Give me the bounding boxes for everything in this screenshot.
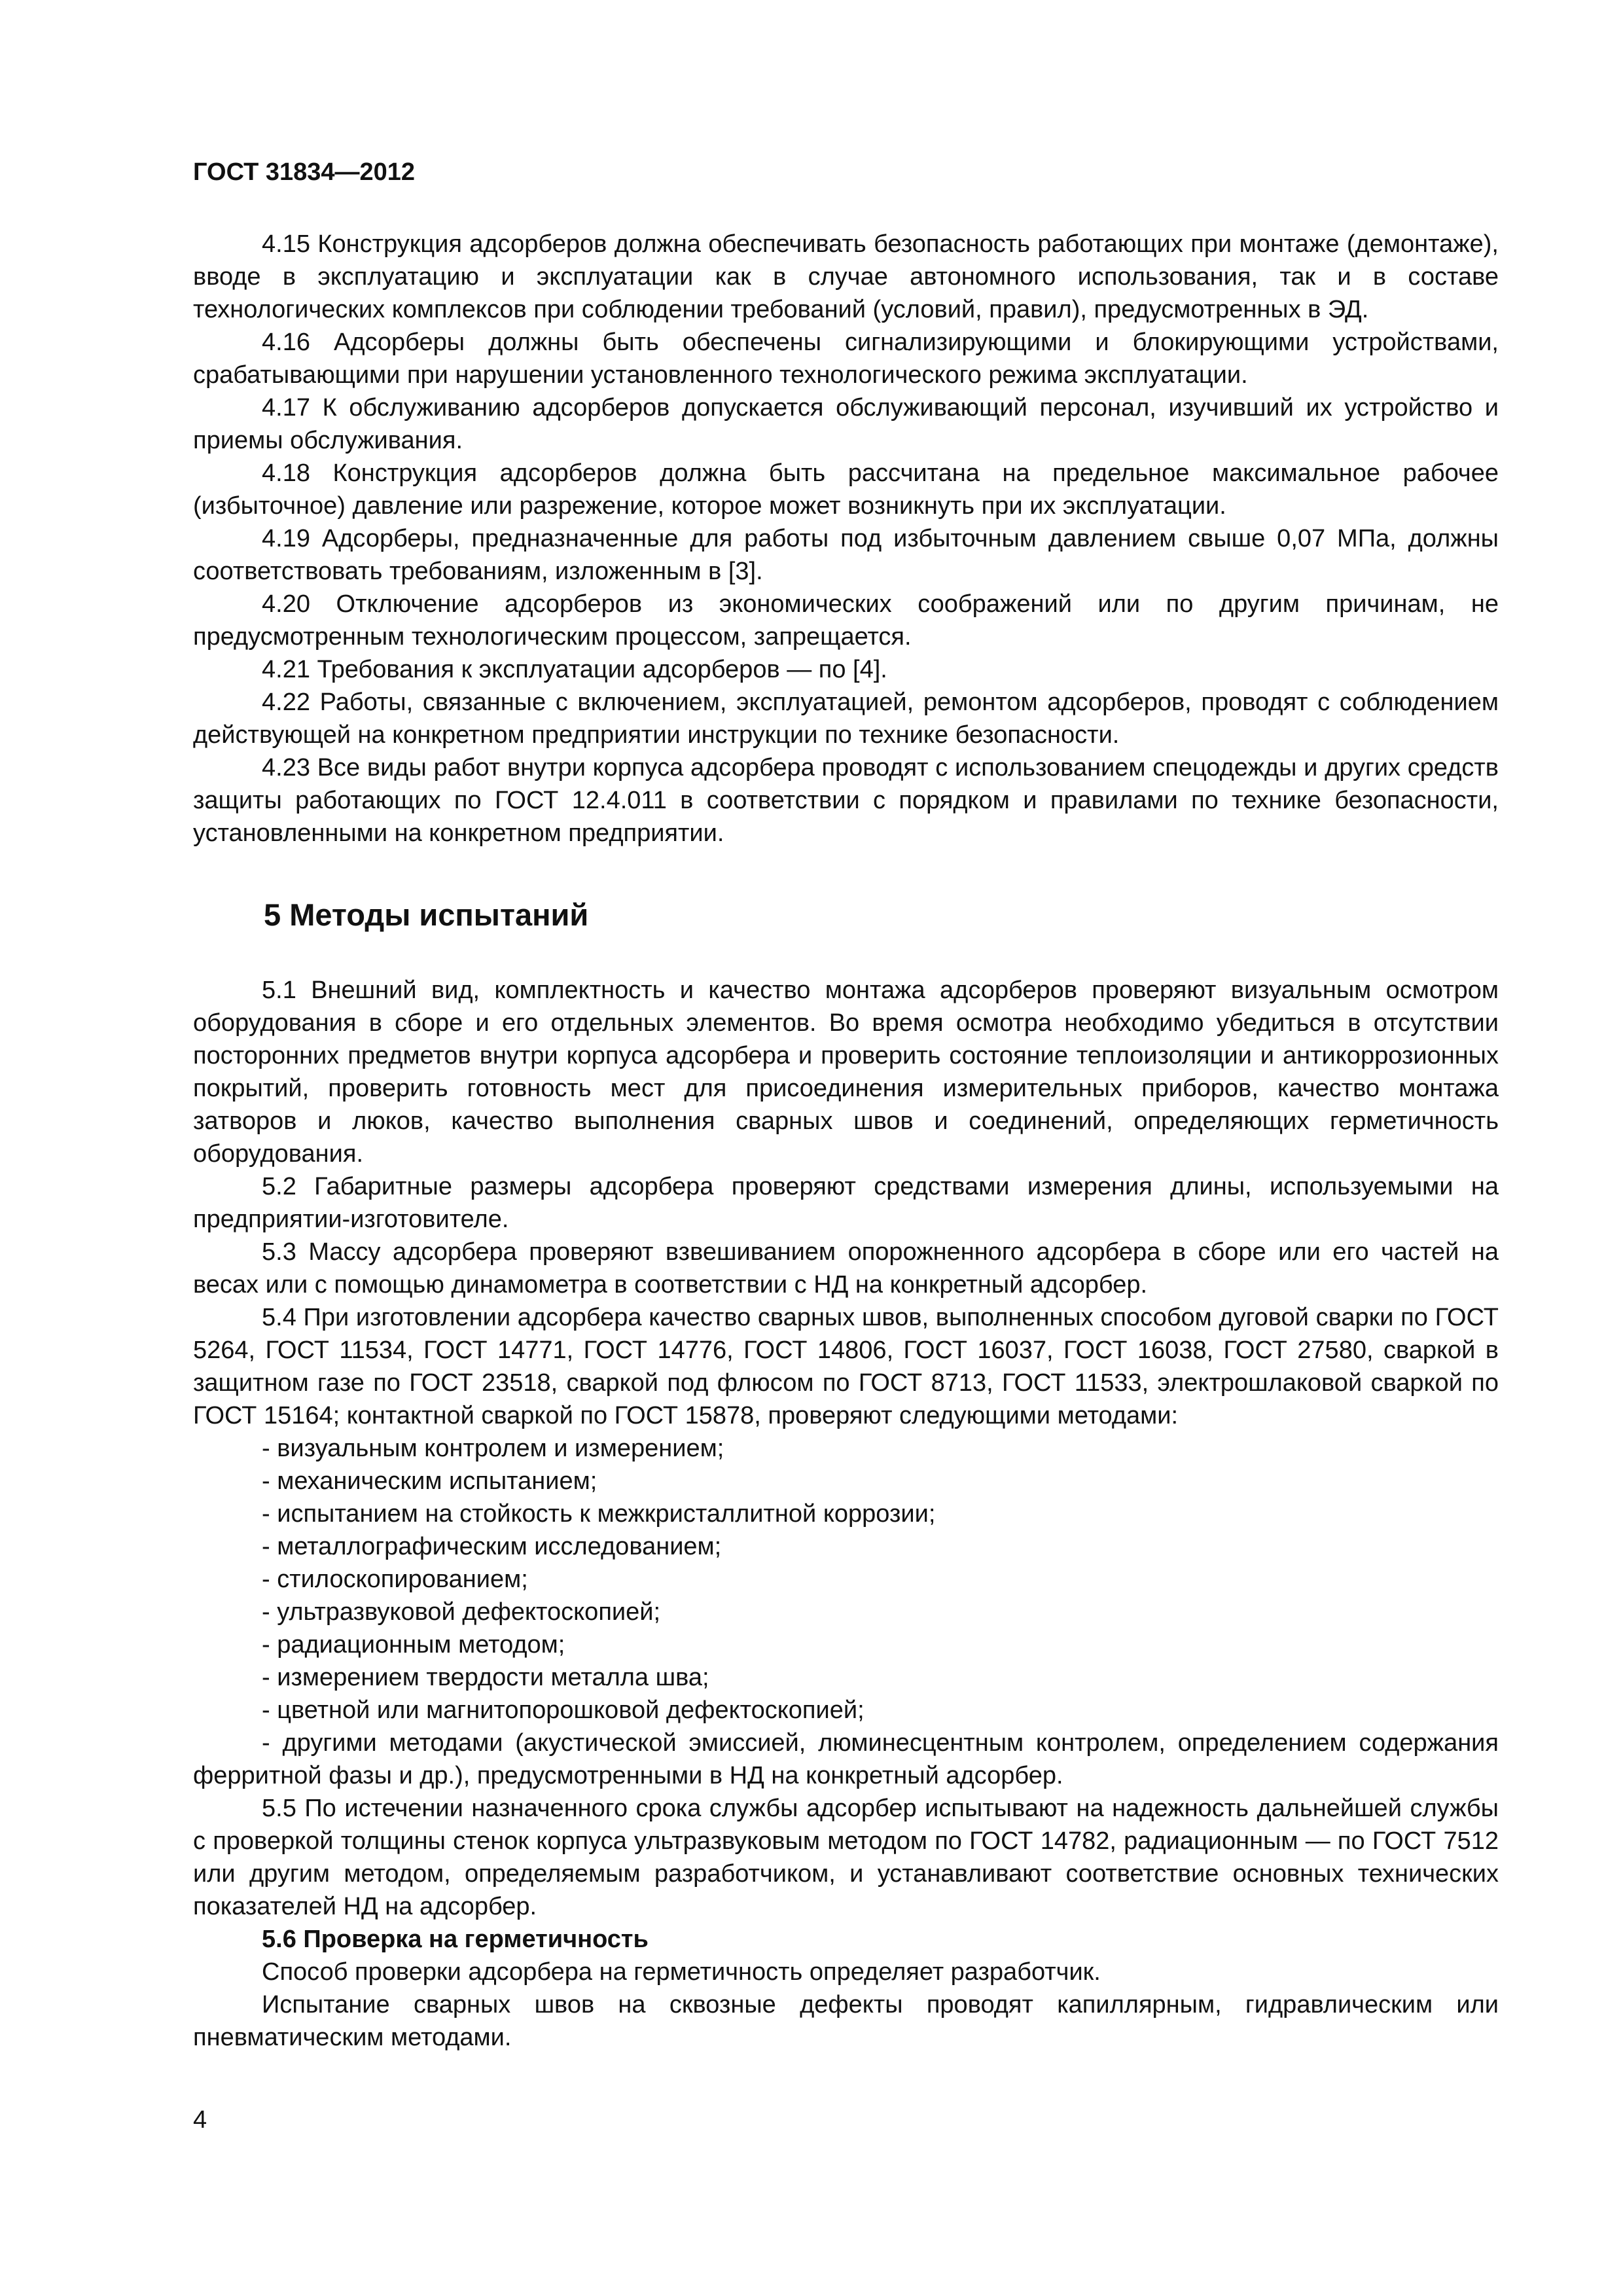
paragraph-4-22: 4.22 Работы, связанные с включением, эксплуатацией, ремонтом адсорберов, проводят с соблюдением действующей на конкретном предприятии инструкции по технике безопасности. <box>193 689 1499 749</box>
paragraph-5-2: 5.2 Габаритные размеры адсорбера проверяют средствами измерения длины, используемыми на предприятии-изготовителе. <box>193 1173 1499 1233</box>
section-5-title: 5 Методы испытаний <box>264 897 589 932</box>
document-page <box>193 157 1499 2054</box>
testing-methods-list <box>193 1432 1499 1792</box>
list-item: - визуальным контролем и измерением; <box>262 1435 724 1462</box>
list-item: - ультразвуковой дефектоскопией; <box>262 1598 661 1626</box>
section-5-body <box>193 974 1499 2054</box>
paragraph-4-17: 4.17 К обслуживанию адсорберов допускается обслуживающий персонал, изучивший их устройство и приемы обслуживания. <box>193 394 1499 454</box>
subsection-5-6-title: 5.6 Проверка на герметичность <box>262 1926 649 1953</box>
list-item: - металлографическим исследованием; <box>262 1533 722 1560</box>
paragraph-4-20: 4.20 Отключение адсорберов из экономических соображений или по другим причинам, не предусмотренным технологическим процессом, запрещается. <box>193 590 1499 651</box>
list-item: - механическим испытанием; <box>262 1467 597 1495</box>
page-number: 4 <box>193 2106 207 2134</box>
document-header: ГОСТ 31834—2012 <box>193 158 416 186</box>
list-item: - испытанием на стойкость к межкристаллитной коррозии; <box>262 1500 936 1528</box>
paragraph-5-6-method: Способ проверки адсорбера на герметичность определяет разработчик. <box>262 1958 1101 1986</box>
paragraph-4-21: 4.21 Требования к эксплуатации адсорберов — по [4]. <box>262 656 887 683</box>
paragraph-5-4: 5.4 При изготовлении адсорбера качество сварных швов, выполненных способом дуговой сварки по ГОСТ 5264, ГОСТ 11534, ГОСТ 14771, ГОСТ 14776, ГОСТ 14806, ГОСТ 16037, ГОСТ 16038, ГОСТ 27580, сваркой в защитном газе по ГОСТ 23518, сваркой под флюсом по ГОСТ 8713, ГОСТ 11533, электрошлаковой сваркой по ГОСТ 15164; контактной сваркой по ГОСТ 15878, проверяют следующими методами: <box>193 1304 1499 1429</box>
paragraph-4-19: 4.19 Адсорберы, предназначенные для работы под избыточным давлением свыше 0,07 МПа, должны соответствовать требованиям, изложенным в [3]. <box>193 525 1499 585</box>
list-item: - стилоскопированием; <box>262 1566 528 1593</box>
paragraph-5-1: 5.1 Внешний вид, комплектность и качество монтажа адсорберов проверяют визуальным осмотром оборудования в сборе и его отдельных элементов. Во время осмотра необходимо убедиться в отсутствии посторонних предметов внутри корпуса адсорбера и проверить состояние теплоизоляции и антикоррозионных покрытий, проверить готовность мест для присоединения измерительных приборов, качество монтажа затворов и люков, качество выполнения сварных швов и соединений, определяющих герметичность оборудования. <box>193 977 1499 1168</box>
paragraph-4-18: 4.18 Конструкция адсорберов должна быть рассчитана на предельное максимальное рабочее (избыточное) давление или разрежение, которое может возникнуть при их эксплуатации. <box>193 459 1499 520</box>
paragraph-5-3: 5.3 Массу адсорбера проверяют взвешиванием опорожненного адсорбера в сборе или его частей на весах или с помощью динамометра в соответствии с НД на конкретный адсорбер. <box>193 1238 1499 1299</box>
list-item: - измерением твердости металла шва; <box>262 1664 709 1691</box>
paragraph-5-5: 5.5 По истечении назначенного срока службы адсорбер испытывают на надежность дальнейшей службы с проверкой толщины стенок корпуса ультразвуковым методом по ГОСТ 14782, радиационным — по ГОСТ 7512 или другим методом, определяемым разработчиком, и устанавливают соответствие основных технических показателей НД на адсорбер. <box>193 1795 1499 1920</box>
paragraph-4-15: 4.15 Конструкция адсорберов должна обеспечивать безопасность работающих при монтаже (демонтаже), вводе в эксплуатацию и эксплуатации как в случае автономного использования, так и в составе технологических комплексов при соблюдении требований (условий, правил), предусмотренных в ЭД. <box>193 230 1499 323</box>
paragraph-5-6-welds: Испытание сварных швов на сквозные дефекты проводят капиллярным, гидравлическим или пневматическим методами. <box>193 1991 1499 2051</box>
paragraph-4-16: 4.16 Адсорберы должны быть обеспечены сигнализирующими и блокирующими устройствами, срабатывающими при нарушении установленного технологического режима эксплуатации. <box>193 329 1499 389</box>
paragraph-4-23: 4.23 Все виды работ внутри корпуса адсорбера проводят с использованием спецодежды и других средств защиты работающих по ГОСТ 12.4.011 в соответствии с порядком и правилами по технике безопасности, установленными на конкретном предприятии. <box>193 754 1499 847</box>
list-item: - радиационным методом; <box>262 1631 565 1659</box>
list-item: - цветной или магнитопорошковой дефектоскопией; <box>262 1696 865 1724</box>
list-item: - другими методами (акустической эмиссией, люминесцентным контролем, определением содержания ферритной фазы и др.), предусмотренными в НД на конкретный адсорбер. <box>193 1729 1499 1789</box>
section-4-body <box>193 228 1499 850</box>
